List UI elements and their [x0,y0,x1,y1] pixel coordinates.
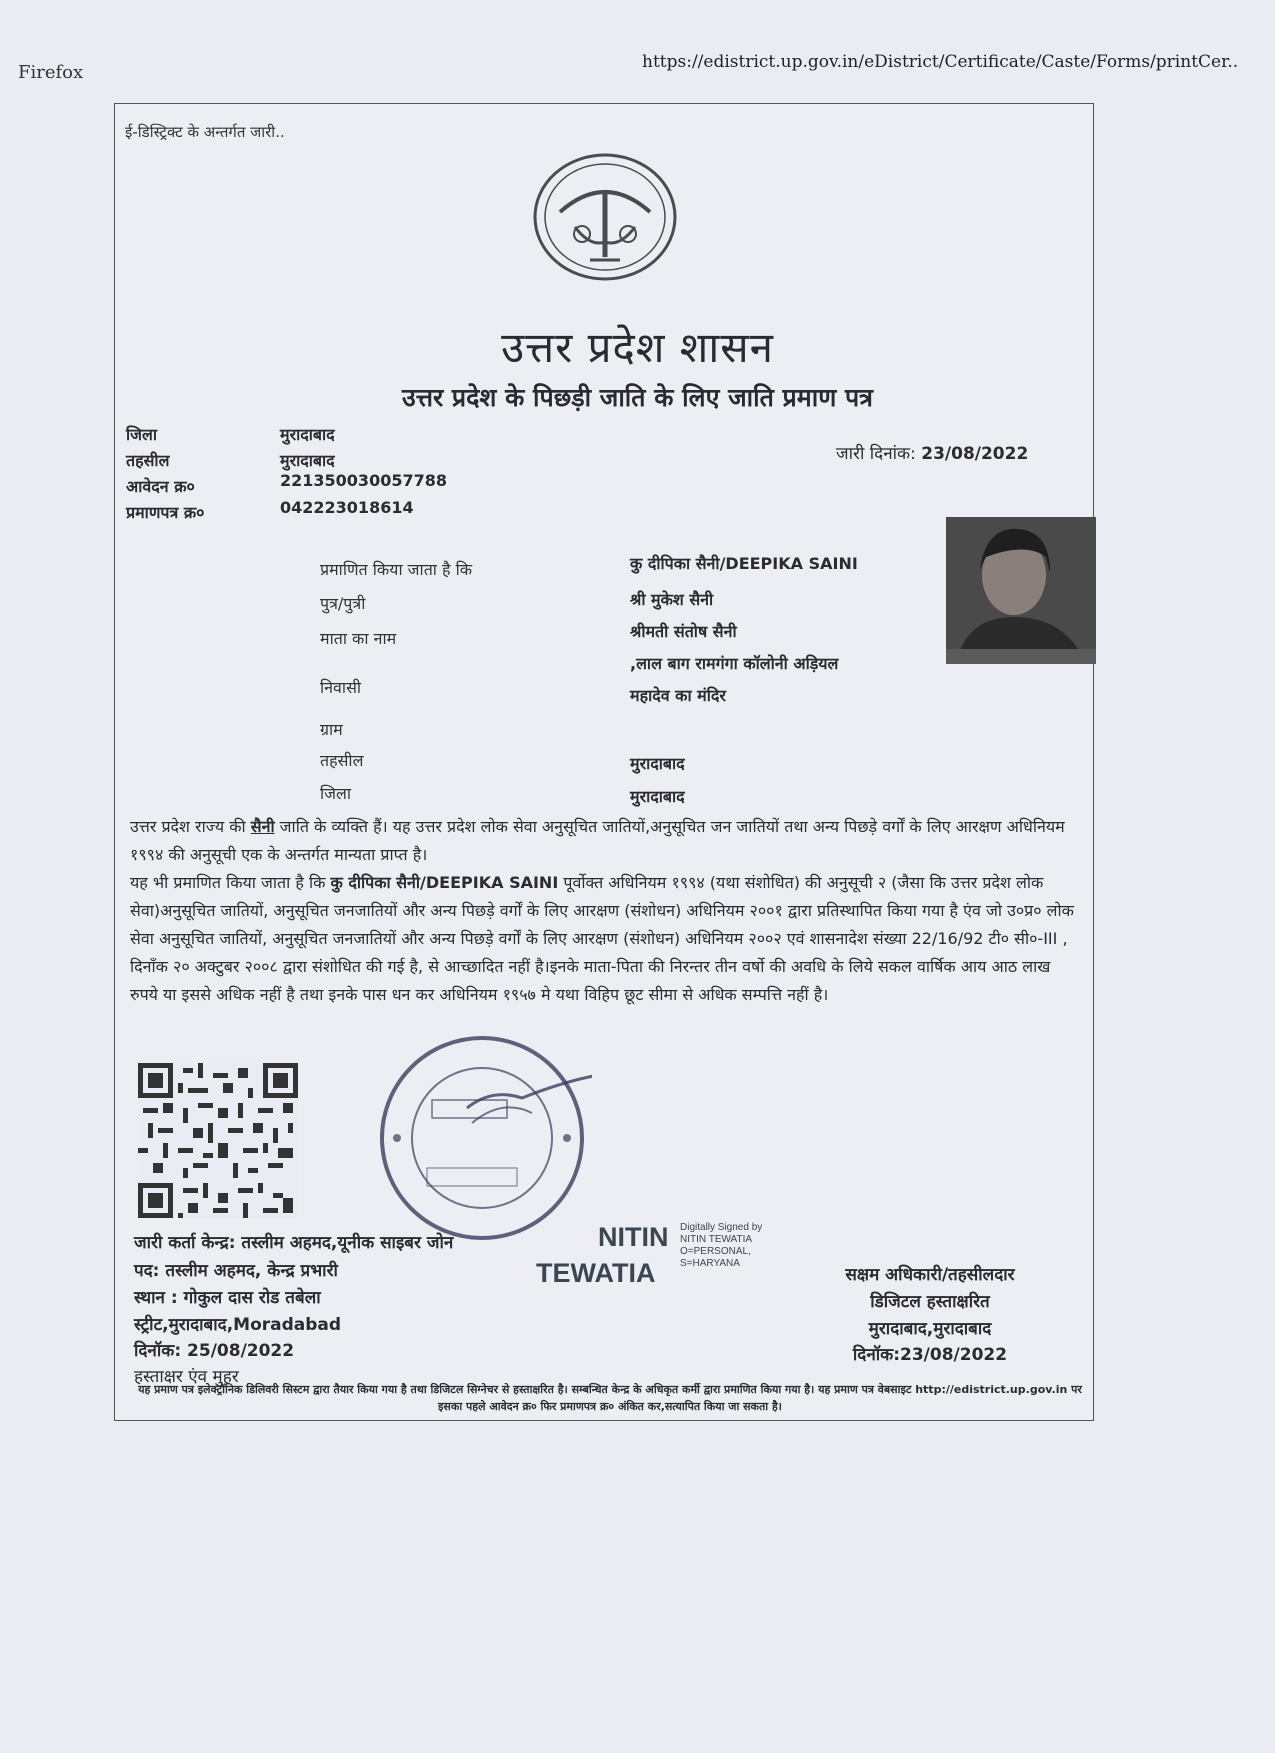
certification-paragraph [130,869,1080,1009]
tehsil-detail-value: मुरादाबाद [630,754,685,773]
authority-place: मुरादाबाद,मुरादाबाद [868,1319,992,1339]
cert-para-text-a: यह भी प्रमाणित किया जाता है कि [130,873,331,892]
authority-role: सक्षम अधिकारी/तहसीलदार [845,1265,1015,1285]
seal-stamp-icon [372,1028,592,1248]
resident-address-line1: ,लाल बाग रामगंगा कॉलोनी अड़ियल [630,654,839,673]
son-daughter-label: पुत्र/पुत्री [320,594,366,613]
issue-date-value: 23/08/2022 [921,444,1029,464]
tehsil-detail-label: तहसील [320,751,364,770]
caste-para-text-a: उत्तर प्रदेश राज्य की [130,817,251,836]
certificate-no-value: 042223018614 [280,498,414,517]
applicant-photo-icon [946,517,1096,664]
issuer-place-line1: स्थान : गोकुल दास रोड तबेला [134,1288,321,1308]
caste-name: सैनी [250,817,275,836]
cert-para-name: कु दीपिका सैनी/DEEPIKA SAINI [330,873,559,892]
qr-code-icon [138,1063,298,1218]
resident-address-line2: महादेव का मंदिर [630,686,726,705]
page-url: https://edistrict.up.gov.in/eDistrict/Certificate/Caste/Forms/printCer.. [642,52,1239,72]
issue-date [836,441,1028,464]
district-detail-label: जिला [320,784,352,803]
issue-date-label: जारी दिनांक: [836,444,916,464]
issued-under-text: ई-डिस्ट्रिक्ट के अन्तर्गत जारी.. [125,123,285,141]
application-no-label: आवेदन क्र० [126,477,195,496]
government-title: उत्तर प्रदेश शासन [501,323,774,372]
footer-note: यह प्रमाण पत्र इलेक्ट्रॉनिक डिलिवरी सिस्टम द्वारा तैयार किया गया है तथा डिजिटल सिग्नेचर से हस्ताक्षरित है। सम्बन्धित केन्द्र के अधिकृत कर्मी द्वारा प्रमाणित किया गया है। यह प्रमाण पत्र वेबसाइट http://edistrict.up.gov.in पर इसका पहले आवेदन क्र० फिर प्रमाणपत्र क्र० अंकित कर,सत्यापित किया जा सकता है। [138,1383,1082,1413]
up-government-emblem-icon [530,152,680,282]
issuer-post: पद: तस्लीम अहमद, केन्द्र प्रभारी [134,1261,338,1281]
authority-date: दिनॉक:23/08/2022 [852,1345,1008,1365]
district-label: जिला [126,425,158,444]
district-detail-value: मुरादाबाद [630,787,685,806]
issuer-date: दिनॉक: 25/08/2022 [134,1341,295,1361]
certificate-no-label: प्रमाणपत्र क्र० [126,503,205,522]
village-label: ग्राम [320,720,343,739]
caste-paragraph [130,813,1080,869]
digital-sig-line: S=HARYANA [680,1258,740,1269]
district-value: मुरादाबाद [280,425,335,444]
issuer-sign-seal: हस्ताक्षर एंव मुहर [134,1367,239,1387]
authority-digital-sign: डिजिटल हस्ताक्षरित [870,1292,990,1312]
mother-name-label: माता का नाम [320,629,397,648]
issuing-center: जारी कर्ता केन्द्र: तस्लीम अहमद,यूनीक साइबर जोन [134,1233,454,1253]
tehsil-label: तहसील [126,451,170,470]
digital-signature-details [680,1222,762,1270]
digital-signer-last-name: TEWATIA [536,1258,656,1288]
application-no-value: 221350030057788 [280,471,447,490]
digital-sig-line: Digitally Signed by [680,1222,763,1233]
browser-name: Firefox [18,62,84,83]
tehsil-value: मुरादाबाद [280,451,335,470]
certified-label: प्रमाणित किया जाता है कि [320,560,473,579]
applicant-name: कु दीपिका सैनी/DEEPIKA SAINI [630,554,858,573]
issuer-place-line2: स्ट्रीट,मुरादाबाद,Moradabad [134,1315,342,1335]
digital-signer-first-name: NITIN [598,1222,669,1252]
digital-sig-line: O=PERSONAL, [680,1246,751,1257]
caste-para-text-b: जाति के व्यक्ति हैं। यह उत्तर प्रदेश लोक सेवा अनुसूचित जातियों,अनुसूचित जन जातियों तथा अन्य पिछड़े वर्गों के लिए आरक्षण अधिनियम १९९४ की अनुसूची एक के अन्तर्गत मान्यता प्राप्त है। [130,817,1065,864]
mother-name: श्रीमती संतोष सैनी [630,622,737,641]
certificate-title: उत्तर प्रदेश के पिछड़ी जाति के लिए जाति प्रमाण पत्र [402,383,873,412]
digital-sig-line: NITIN TEWATIA [680,1234,753,1245]
father-name: श्री मुकेश सैनी [630,590,714,609]
resident-label: निवासी [320,678,362,697]
cert-para-text-b: पूर्वोक्त अधिनियम १९९४ (यथा संशोधित) की अनुसूची २ (जैसा कि उत्तर प्रदेश लोक सेवा)अनुसूचित जातियों, अनुसूचित जनजातियों और अन्य पिछड़े वर्गों के लिए आरक्षण (संशोधन) अधिनियम २००१ द्वारा प्रतिस्थापित किया गया है एंव जो उ०प्र० लोक सेवा अनुसूचित जातियों, अनुसूचित जनजातियों और अन्य पिछड़े वर्गों के लिए आरक्षण (संशोधन) अधिनियम २००२ एवं शासनादेश संख्या 22/16/92 टी० सी०-III , दिनाँक २० अक्टुबर २००८ द्वारा संशोधित की गई है, से आच्छादित नहीं है।इनके माता-पिता की निरन्तर तीन वर्षो की अवधि के लिये सकल वार्षिक आय आठ लाख रुपये या इससे अधिक नहीं है तथा इनके पास धन कर अधिनियम १९५७ मे यथा विहिप छूट सीमा से अधिक सम्पत्ति नहीं है। [130,873,1074,1004]
